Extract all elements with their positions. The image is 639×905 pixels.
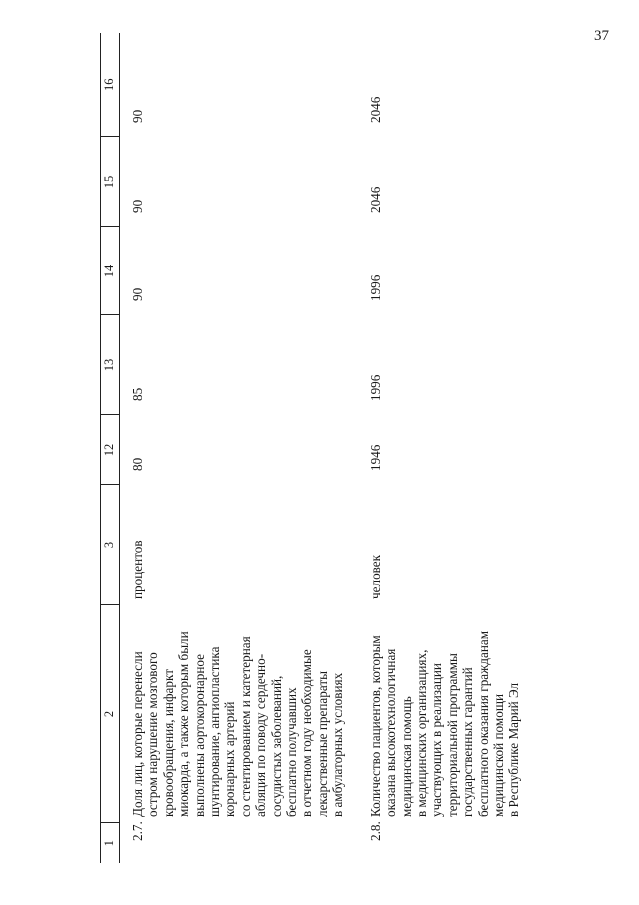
value-col-15: 2046 — [367, 186, 383, 213]
row-unit: процентов — [130, 540, 145, 599]
description-line: в отчетном году необходимые — [299, 649, 315, 817]
value-col-12: 1946 — [367, 444, 383, 471]
value-col-14: 90 — [130, 287, 145, 301]
description-line: в медицинских организациях, — [413, 649, 429, 817]
description-line: коронарных артерий — [222, 701, 238, 817]
header-cell: 13 — [101, 315, 120, 415]
description-line: остром нарушение мозгового — [145, 652, 161, 817]
header-cell: 14 — [101, 227, 120, 315]
description-line: абляция по поводу сердечно- — [253, 653, 269, 817]
description-line: оказана высокотехнологичная — [383, 648, 399, 817]
value-col-16: 2046 — [367, 96, 383, 123]
description-line: со стентированием и катетерная — [237, 636, 253, 817]
description-line: Доля лиц, которые перенесли — [130, 651, 145, 817]
value-col-16: 90 — [130, 109, 145, 123]
header-row — [101, 33, 120, 863]
description-line: бесплатно получавших — [284, 687, 300, 817]
value-col-15: 90 — [130, 199, 145, 213]
description-line: медицинской помощи — [490, 693, 506, 817]
row-description — [358, 605, 534, 823]
description-line: Количество пациентов, которым — [367, 635, 383, 817]
description-line: в Республике Марий Эл — [506, 682, 522, 817]
header-cell: 1 — [101, 823, 120, 863]
description-line: сосудистых заболеваний, — [268, 675, 284, 817]
description-line: кровообращения, инфаркт — [160, 669, 176, 817]
row-unit: человек — [367, 554, 383, 599]
header-cell: 16 — [101, 33, 120, 137]
description-line: лекарственные препараты — [314, 671, 330, 817]
description-line: в амбулаторных условиях — [330, 672, 346, 817]
header-cell: 12 — [101, 415, 120, 485]
table-row — [358, 33, 534, 863]
header-cell: 3 — [101, 485, 120, 605]
value-col-12: 80 — [130, 457, 145, 471]
value-col-13: 85 — [130, 387, 145, 401]
page-number: 37 — [594, 28, 609, 44]
indicator-table — [100, 33, 534, 863]
row-number: 2.8. — [367, 821, 383, 841]
description-line: миокарда, а также которым были — [176, 631, 192, 817]
description-line: государственных гарантий — [460, 667, 476, 817]
row-number: 2.7. — [130, 821, 145, 841]
rotated-table-container — [100, 33, 620, 863]
value-col-14: 1996 — [367, 274, 383, 301]
description-line: медицинская помощь — [398, 696, 414, 817]
description-line: территориальной программы — [444, 653, 460, 817]
header-cell: 2 — [101, 605, 120, 823]
description-line: шунтирование, ангиопластика — [207, 646, 223, 817]
description-line: выполнены аортокоронарное — [191, 653, 207, 817]
header-cell: 15 — [101, 137, 120, 227]
row-description — [120, 605, 358, 823]
description-line: бесплатного оказания гражданам — [475, 630, 491, 817]
value-col-13: 1996 — [367, 374, 383, 401]
description-line: участвующих в реализации — [429, 663, 445, 817]
table-row — [120, 33, 358, 863]
